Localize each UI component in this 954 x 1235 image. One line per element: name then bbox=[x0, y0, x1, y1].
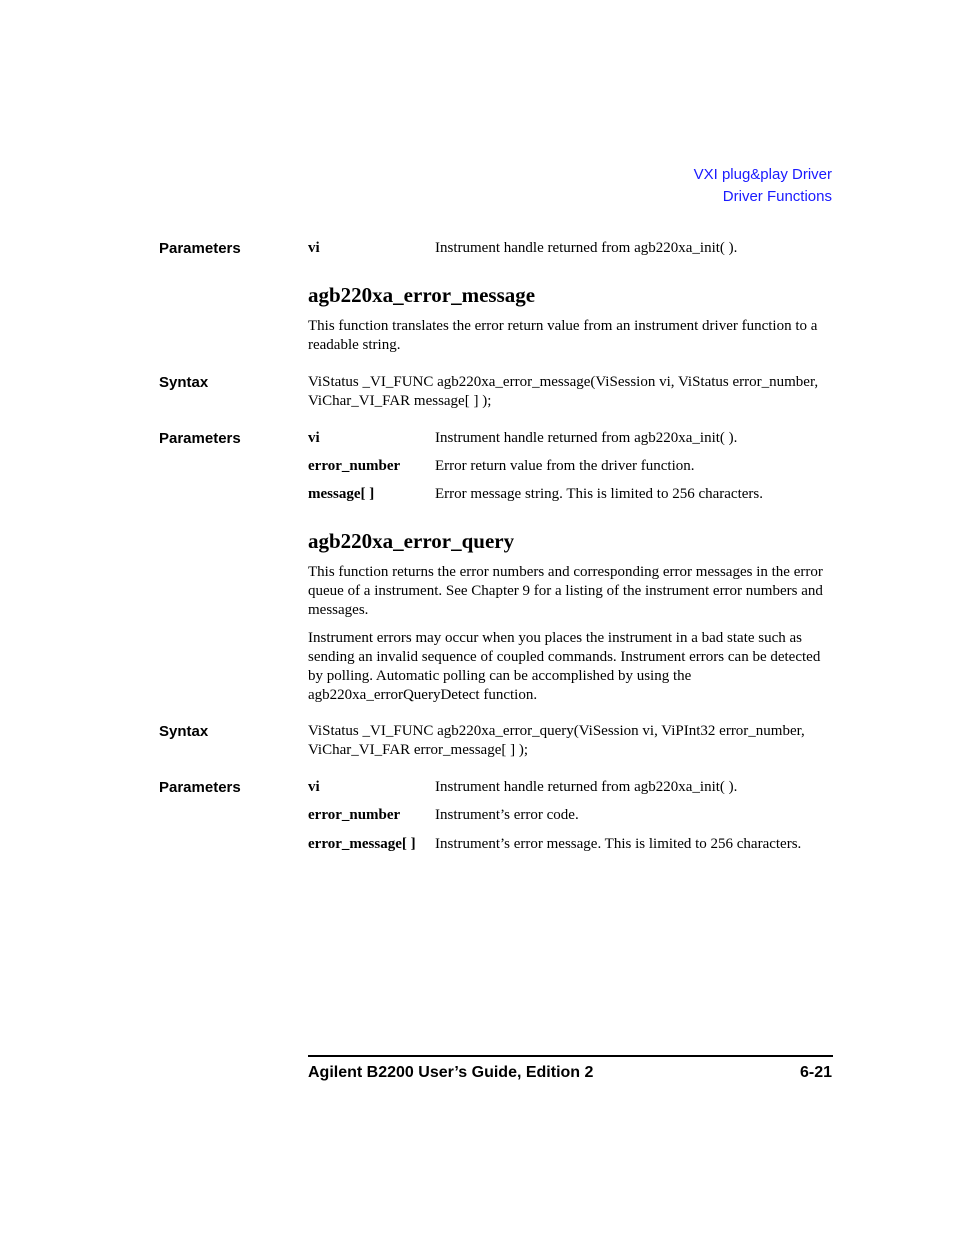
param-name: error_number bbox=[308, 807, 401, 823]
param-description: Instrument handle returned from agb220xa_init( ). bbox=[435, 430, 738, 446]
syntax-text: ViStatus _VI_FUNC agb220xa_error_query(ViSession vi, ViPInt32 error_number, ViChar_VI_FAR error_message[ ] ); bbox=[308, 723, 805, 758]
syntax-text: ViStatus _VI_FUNC agb220xa_error_message(ViSession vi, ViStatus error_number, ViChar_VI_FAR message[ ] ); bbox=[308, 374, 819, 409]
param-description: Instrument handle returned from agb220xa_init( ). bbox=[435, 779, 738, 795]
param-description: Instrument’s error message. This is limited to 256 characters. bbox=[435, 836, 802, 852]
function-description: Instrument errors may occur when you places the instrument in a bad state such as sending an invalid sequence of coupled commands. Instrument errors can be detected by polling. Automatic polling can be accomplished by using the agb220xa_errorQueryDetect function. bbox=[308, 630, 821, 703]
parameters-label: Parameters bbox=[159, 779, 241, 796]
param-name: error_number bbox=[308, 458, 401, 474]
param-name: error_message[ ] bbox=[308, 836, 416, 852]
param-name: vi bbox=[308, 240, 320, 256]
function-description: This function returns the error numbers and corresponding error messages in the error queue of a instrument. See Chapter 9 for a listing of the instrument error numbers and messages. bbox=[308, 564, 823, 618]
parameters-label: Parameters bbox=[159, 430, 241, 447]
running-header-chapter: VXI plug&play Driver bbox=[693, 166, 832, 183]
function-description: This function translates the error return value from an instrument driver function to a readable string. bbox=[308, 318, 818, 353]
param-description: Instrument’s error code. bbox=[435, 807, 579, 823]
param-description: Error return value from the driver function. bbox=[435, 458, 695, 474]
footer-rule bbox=[308, 1055, 833, 1057]
parameters-label: Parameters bbox=[159, 240, 241, 257]
param-name: vi bbox=[308, 430, 320, 446]
syntax-label: Syntax bbox=[159, 723, 209, 740]
syntax-label: Syntax bbox=[159, 374, 209, 391]
param-description: Instrument handle returned from agb220xa_init( ). bbox=[435, 240, 738, 256]
param-description: Error message string. This is limited to 256 characters. bbox=[435, 486, 763, 502]
function-heading: agb220xa_error_query bbox=[308, 529, 515, 553]
function-heading: agb220xa_error_message bbox=[308, 283, 536, 307]
running-header-section: Driver Functions bbox=[722, 188, 832, 205]
param-name: message[ ] bbox=[308, 486, 375, 502]
footer-title: Agilent B2200 User’s Guide, Edition 2 bbox=[308, 1064, 594, 1081]
param-name: vi bbox=[308, 779, 320, 795]
page-number: 6-21 bbox=[799, 1064, 832, 1081]
